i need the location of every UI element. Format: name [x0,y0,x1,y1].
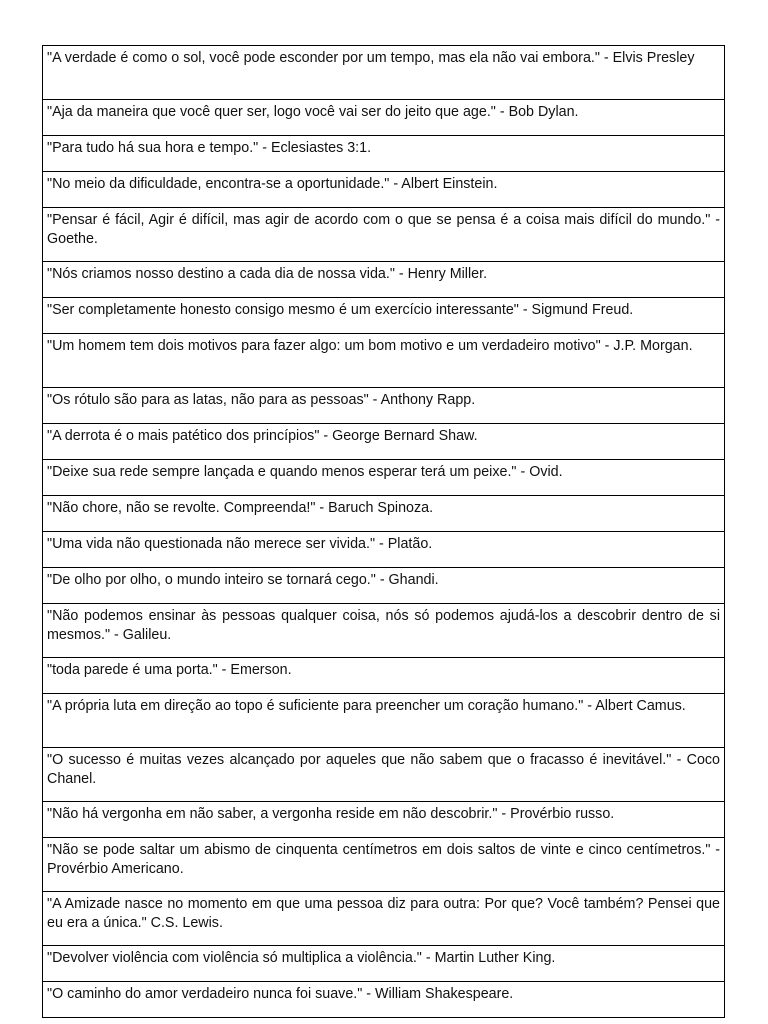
quote-cell: "Ser completamente honesto consigo mesmo é um exercício interessante" - Sigmund Freud. [43,298,725,334]
quote-cell: "toda parede é uma porta." - Emerson. [43,658,725,694]
table-row [43,604,725,658]
table-row [43,982,725,1018]
quote-cell: "Devolver violência com violência só multiplica a violência." - Martin Luther King. [43,946,725,982]
quote-cell: "Aja da maneira que você quer ser, logo você vai ser do jeito que age." - Bob Dylan. [43,100,725,136]
quote-cell: "No meio da dificuldade, encontra-se a oportunidade." - Albert Einstein. [43,172,725,208]
table-row [43,136,725,172]
quote-cell: "O caminho do amor verdadeiro nunca foi suave." - William Shakespeare. [43,982,725,1018]
table-row [43,172,725,208]
quote-cell: "Os rótulo são para as latas, não para as pessoas" - Anthony Rapp. [43,388,725,424]
table-row [43,496,725,532]
quote-cell: "Não podemos ensinar às pessoas qualquer coisa, nós só podemos ajudá-los a descobrir dentro de si mesmos." - Galileu. [43,604,725,658]
quote-cell: "Nós criamos nosso destino a cada dia de nossa vida." - Henry Miller. [43,262,725,298]
table-row [43,46,725,100]
quote-cell: "A Amizade nasce no momento em que uma pessoa diz para outra: Por que? Você também? Pensei que eu era a única." C.S. Lewis. [43,892,725,946]
table-row [43,658,725,694]
quote-cell: "Não chore, não se revolte. Compreenda!" - Baruch Spinoza. [43,496,725,532]
table-row [43,298,725,334]
table-row [43,262,725,298]
quote-cell: "Para tudo há sua hora e tempo." - Eclesiastes 3:1. [43,136,725,172]
quote-cell: "A própria luta em direção ao topo é suficiente para preencher um coração humano." - Albert Camus. [43,694,725,748]
quote-cell: "A derrota é o mais patético dos princípios" - George Bernard Shaw. [43,424,725,460]
quote-cell: "Não há vergonha em não saber, a vergonha reside em não descobrir." - Provérbio russo. [43,802,725,838]
table-row [43,892,725,946]
quotes-table [42,45,725,1018]
quote-cell: "Deixe sua rede sempre lançada e quando menos esperar terá um peixe." - Ovid. [43,460,725,496]
quote-cell: "O sucesso é muitas vezes alcançado por aqueles que não sabem que o fracasso é inevitável." - Coco Chanel. [43,748,725,802]
table-row [43,748,725,802]
table-row [43,100,725,136]
quote-cell: "Não se pode saltar um abismo de cinquenta centímetros em dois saltos de vinte e cinco centímetros." - Provérbio Americano. [43,838,725,892]
table-row [43,838,725,892]
table-row [43,424,725,460]
table-row [43,694,725,748]
quote-cell: "Um homem tem dois motivos para fazer algo: um bom motivo e um verdadeiro motivo" - J.P. Morgan. [43,334,725,388]
quote-cell: "De olho por olho, o mundo inteiro se tornará cego." - Ghandi. [43,568,725,604]
table-row [43,334,725,388]
table-row [43,802,725,838]
table-row [43,532,725,568]
quote-cell: "Pensar é fácil, Agir é difícil, mas agir de acordo com o que se pensa é a coisa mais difícil do mundo." - Goethe. [43,208,725,262]
table-row [43,208,725,262]
table-row [43,568,725,604]
quote-cell: "Uma vida não questionada não merece ser vivida." - Platão. [43,532,725,568]
table-row [43,460,725,496]
table-row [43,946,725,982]
quote-cell: "A verdade é como o sol, você pode esconder por um tempo, mas ela não vai embora." - Elvis Presley [43,46,725,100]
table-row [43,388,725,424]
